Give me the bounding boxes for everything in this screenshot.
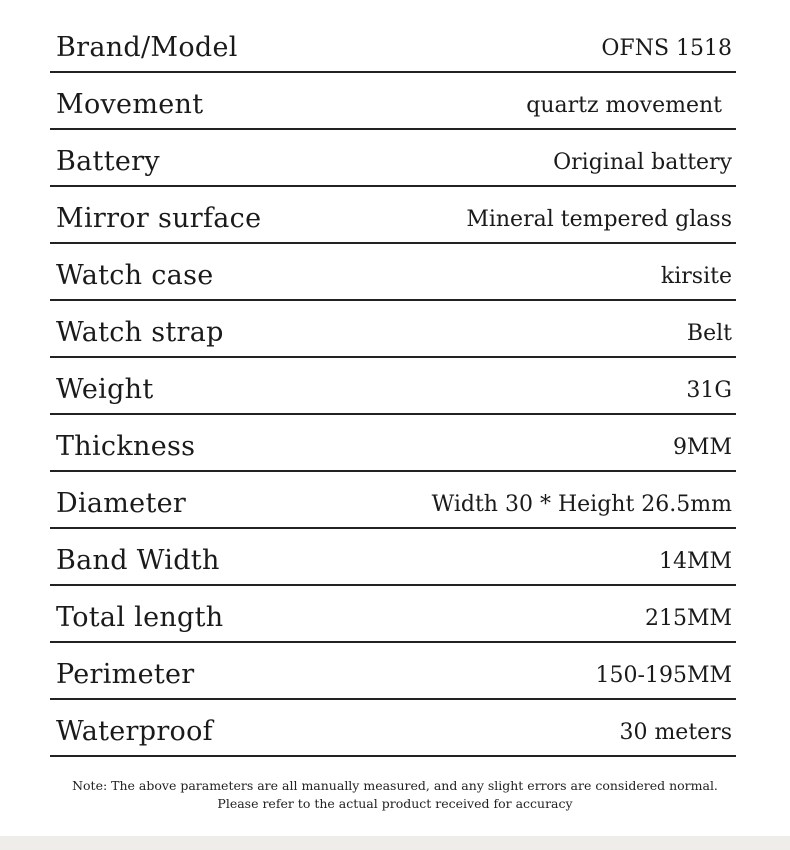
spec-row-thickness xyxy=(50,415,736,472)
spec-label: Waterproof xyxy=(56,716,213,747)
spec-label: Total length xyxy=(56,602,224,633)
spec-value: OFNS 1518 xyxy=(601,36,732,61)
spec-row-mirror-surface xyxy=(50,187,736,244)
bottom-divider-strip xyxy=(0,836,790,850)
spec-row-total-length xyxy=(50,586,736,643)
spec-label: Band Width xyxy=(56,545,220,576)
spec-value: 9MM xyxy=(672,435,732,460)
spec-value: Original battery xyxy=(553,150,732,175)
spec-row-battery xyxy=(50,130,736,187)
spec-label: Movement xyxy=(56,89,204,120)
spec-label: Watch strap xyxy=(56,317,224,348)
spec-row-weight xyxy=(50,358,736,415)
spec-row-waterproof xyxy=(50,700,736,757)
spec-value: 215MM xyxy=(644,606,732,631)
spec-label: Watch case xyxy=(56,260,214,291)
spec-label: Weight xyxy=(56,374,154,405)
spec-value: 14MM xyxy=(658,549,732,574)
spec-value: Belt xyxy=(686,321,732,346)
spec-value: 31G xyxy=(686,378,732,403)
spec-value: kirsite xyxy=(660,264,732,289)
spec-row-band-width xyxy=(50,529,736,586)
spec-row-brand-model xyxy=(50,16,736,73)
spec-label: Mirror surface xyxy=(56,203,262,234)
spec-label: Thickness xyxy=(56,431,196,462)
spec-label: Brand/Model xyxy=(56,32,238,63)
spec-label: Diameter xyxy=(56,488,187,519)
spec-row-watch-strap xyxy=(50,301,736,358)
spec-value: quartz movement xyxy=(526,93,722,118)
note-line-2: Please refer to the actual product received for accuracy xyxy=(217,796,573,811)
note-line-1: Note: The above parameters are all manually measured, and any slight errors are considered normal. xyxy=(72,778,718,793)
spec-table xyxy=(50,16,736,757)
spec-value: Width 30 * Height 26.5mm xyxy=(431,492,732,517)
spec-value: 150-195MM xyxy=(595,663,732,688)
spec-row-diameter xyxy=(50,472,736,529)
spec-value: Mineral tempered glass xyxy=(466,207,732,232)
spec-row-watch-case xyxy=(50,244,736,301)
spec-label: Battery xyxy=(56,146,160,177)
spec-label: Perimeter xyxy=(56,659,195,690)
spec-row-perimeter xyxy=(50,643,736,700)
spec-value: 30 meters xyxy=(619,720,732,745)
spec-row-movement xyxy=(50,73,736,130)
measurement-note xyxy=(0,777,790,813)
